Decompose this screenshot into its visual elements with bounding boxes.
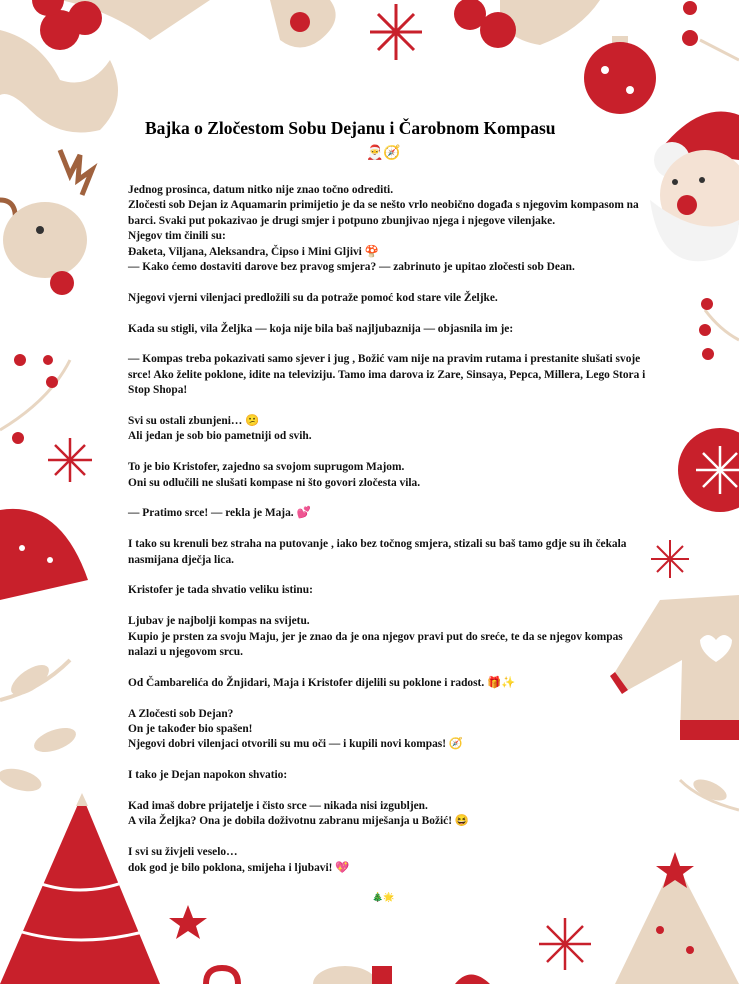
story-paragraph: To je bio Kristofer, zajedno sa svojom suprugom Majom. Oni su odlučili ne slušati kompase ni što govori zločesta vila. bbox=[128, 461, 421, 489]
story-paragraph: Njegovi vjerni vilenjaci predložili su da potraže pomoć kod stare vile Željke. bbox=[128, 291, 498, 304]
story-paragraph: Svi su ostali zbunjeni… 😕 Ali jedan je sob bio pametniji od svih. bbox=[128, 415, 312, 443]
story-paragraph: I tako su krenuli bez straha na putovanje , iako bez točnog smjera, stizali su baš tamo gdje su ih čekala nasmijana dječja lica. bbox=[128, 538, 627, 566]
leaf-branch-icon bbox=[0, 659, 79, 795]
snowflake-icon bbox=[48, 438, 92, 482]
story-body bbox=[128, 183, 648, 891]
story-paragraph: I svi su živjeli veselo… dok god je bilo poklona, smijeha i ljubavi! 💖 bbox=[128, 846, 350, 874]
santa-icon bbox=[650, 112, 739, 262]
story-paragraph: I tako je Dejan napokon shvatio: bbox=[128, 769, 288, 782]
story-paragraph: Od Čambarelića do Žnjidari, Maja i Kristofer dijelili su poklone i radost. 🎁✨ bbox=[128, 676, 516, 689]
candy-cane-icon bbox=[206, 968, 238, 984]
story-paragraph: Kada su stigli, vila Željka — koja nije bila baš najljubaznija — objasnila im je: bbox=[128, 322, 514, 335]
title-emoji: 🎅🧭 bbox=[366, 145, 401, 161]
stocking-icon bbox=[270, 0, 336, 48]
holly-icon bbox=[454, 0, 600, 48]
snowflake-icon bbox=[651, 540, 689, 578]
berry-branch-icon bbox=[0, 354, 70, 444]
snowflake-icon bbox=[539, 918, 591, 970]
story-title: Bajka o Zločestom Sobu Dejanu i Čarobnom Kompasu bbox=[145, 118, 556, 138]
berry-branch-icon bbox=[682, 1, 739, 60]
reindeer-icon bbox=[0, 150, 92, 295]
star-icon bbox=[169, 905, 207, 939]
red-hat-icon bbox=[0, 509, 88, 600]
holly-icon bbox=[455, 975, 490, 984]
end-emoji: 🎄🌟 bbox=[372, 893, 395, 903]
story-paragraph: Kristofer je tada shvatio veliku istinu: bbox=[128, 584, 313, 597]
berry-branch-icon bbox=[699, 298, 739, 360]
gingerbread-icon bbox=[313, 966, 392, 984]
ornament-icon bbox=[584, 36, 656, 114]
holly-icon bbox=[0, 0, 210, 133]
leaf-branch-icon bbox=[680, 775, 739, 810]
snowflake-icon bbox=[370, 4, 422, 60]
story-paragraph: Jednog prosinca, datum nitko nije znao točno odrediti. Zločesti sob Dejan iz Aquamarin primijetio je da se nešto vrlo neobično događa s njegovim kompasom na barci. Svaki put pokazivao je drugi smjer i potpuno zbunjivao njega i njegove vilenjake. Njegov tim činili su: Đaketa, Viljana, Aleksandra, Čipso i Mini Gljivi 🍄 — Kako ćemo dostaviti darove bez pravog smjera? — zabrinuto je upitao zločesti sob Dean. bbox=[128, 184, 639, 274]
story-paragraph: — Pratimo srce! — rekla je Maja. 💕 bbox=[128, 507, 311, 520]
story-paragraph: — Kompas treba pokazivati samo sjever i jug , Božić vam nije na pravim rutama i prestanite slušati svoje srce! Ako želite poklone, idite na televiziju. Tamo ima darova iz Zare, Sinsaya, Pepca, Millera, Lego Stora i Stop Shopa! bbox=[128, 353, 646, 397]
ornament-icon bbox=[678, 428, 739, 512]
story-paragraph: A Zločesti sob Dejan? On je također bio spašen! Njegovi dobri vilenjaci otvorili su mu oči — i kupili novi kompas! 🧭 bbox=[128, 707, 464, 751]
story-paragraph: Kad imaš dobre prijatelje i čisto srce — nikada nisi izgubljen. A vila Željka? Ona je dobila doživotnu zabranu miješanja u Božić! 😆 bbox=[128, 800, 470, 828]
story-paragraph: Ljubav je najbolji kompas na svijetu. Kupio je prsten za svoju Maju, jer je znao da je ona njegov pravi put do sreće, te da se njegov kompas nalazi u njegovom srcu. bbox=[128, 615, 623, 659]
